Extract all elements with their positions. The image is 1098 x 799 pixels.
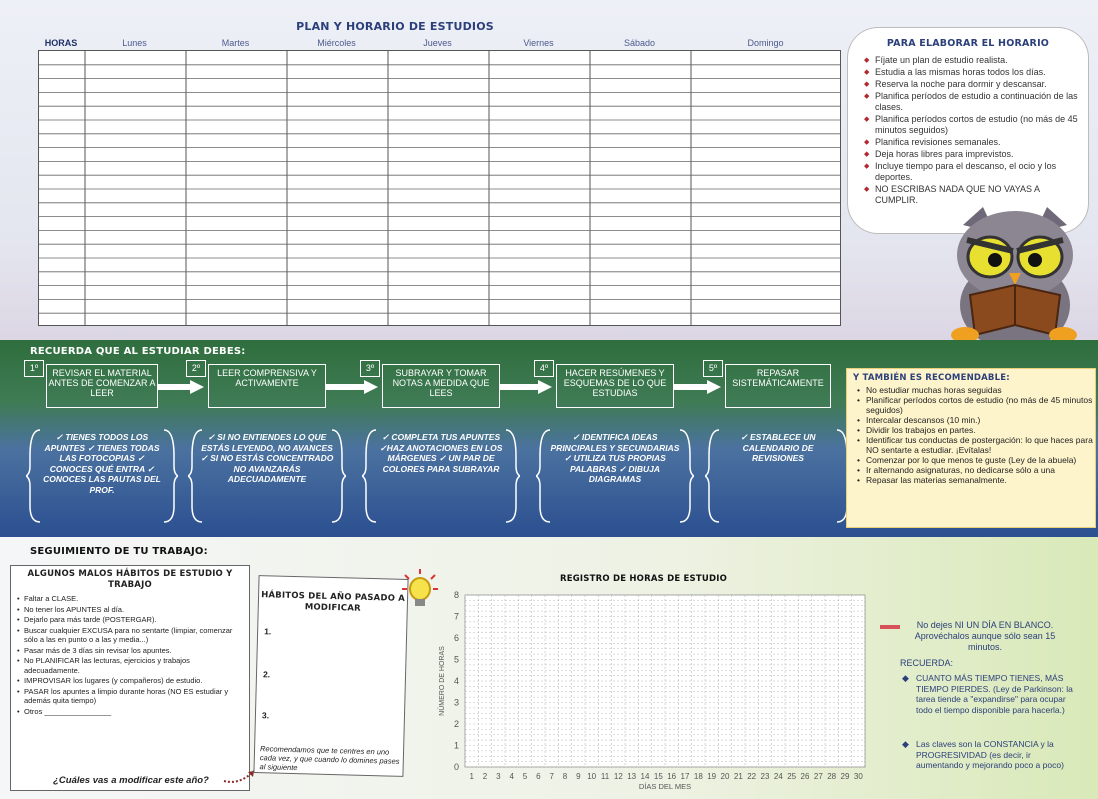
- chart-y-tick: 8: [453, 590, 459, 600]
- chart-title: REGISTRO DE HORAS DE ESTUDIO: [560, 574, 728, 584]
- chart-x-tick: 25: [787, 772, 797, 781]
- step-number: 4º: [534, 360, 554, 377]
- recuerda-item-2: ◆ Las claves son la CONSTANCIA y la PROGRESIVIDAD (es decir, ir aumentando y mejorando poco a poco): [900, 739, 1080, 771]
- chart-x-tick: 16: [667, 772, 677, 781]
- schedule-col-header: HORAS: [44, 38, 78, 48]
- schedule-col-header: Viernes: [523, 38, 554, 48]
- bubble-title: PARA ELABORAR EL HORARIO: [886, 38, 1050, 49]
- bubble-list-item: ◆ Deja horas libres para imprevistos.: [864, 149, 1078, 160]
- recuerda-item-1: ◆ CUANTO MÁS TIEMPO TIENES, MÁS TIEMPO PIERDES. (Ley de Parkinson: la tarea tiende a "expandirse" para ocupar todo el tiempo disponible para hacerla.): [900, 673, 1080, 715]
- bad-habits-question: ¿Cuáles vas a modificar este año?: [53, 775, 209, 786]
- bubble-list-item: ◆ Reserva la noche para dormir y descansar.: [864, 79, 1078, 90]
- step-detail: ✓ ESTABLECE UN CALENDARIO DE REVISIONES: [740, 432, 816, 463]
- bad-habit-item: • Otros ________________: [17, 707, 243, 717]
- chart-x-tick: 22: [747, 772, 757, 781]
- step-detail: ✓ IDENTIFICA IDEAS PRINCIPALES Y SECUNDARIAS ✓ UTILIZA TUS PROPIAS PALABRAS ✓ DIBUJA DIAGRAMAS: [550, 432, 680, 484]
- chart-x-tick: 30: [853, 772, 863, 781]
- step-detail: ✓ COMPLETA TUS APUNTES ✓HAZ ANOTACIONES EN LOS MÁRGENES ✓ UN PAR DE COLORES PARA SUBRAYAR: [379, 432, 503, 474]
- recommend-box: [846, 368, 1096, 528]
- chart-x-tick: 18: [693, 772, 703, 781]
- bad-habit-item: • PASAR los apuntes a limpio durante horas (NO ES estudiar y además quita tiempo): [17, 687, 243, 706]
- tracking-title: SEGUIMIENTO DE TU TRABAJO:: [30, 546, 208, 557]
- recommend-list-item: • Intercalar descansos (10 min.): [857, 415, 1095, 425]
- arrow-left-icon: [878, 623, 902, 631]
- chart-x-tick: 26: [800, 772, 810, 781]
- tracking-section: [0, 537, 1098, 799]
- bad-habit-item: • No tener los APUNTES al día.: [17, 605, 243, 615]
- schedule-col-header: Jueves: [423, 38, 452, 48]
- chart-x-tick: 17: [680, 772, 690, 781]
- plan-section: [0, 0, 1098, 340]
- step-arrow-icon: [158, 380, 204, 394]
- chart-x-tick: 2: [482, 772, 488, 781]
- chart-x-tick: 20: [720, 772, 730, 781]
- chart-y-tick: 7: [453, 611, 459, 622]
- chart-y-tick: 5: [453, 654, 459, 665]
- step-brace: [705, 426, 851, 526]
- schedule-col-header: Lunes: [122, 38, 147, 48]
- step-box: LEER COMPRENSIVA Y ACTIVAMENTE: [208, 364, 326, 408]
- chart-x-tick: 23: [760, 772, 770, 781]
- blank-day-note: No dejes NI UN DÍA EN BLANCO. Aprovéchalos aunque sólo sean 15 minutos.: [914, 620, 1056, 652]
- step-number: 1º: [24, 360, 44, 377]
- chart-ylabel: NÚMERO DE HORAS: [439, 646, 446, 716]
- schedule-col-header: Martes: [221, 38, 250, 48]
- chart-x-tick: 28: [827, 772, 837, 781]
- habits-title: HÁBITOS DEL AÑO PASADO A MODIFICAR: [261, 590, 406, 614]
- chart-xlabel: DÍAS DEL MES: [638, 782, 692, 791]
- habit-number-2: 2.: [262, 669, 271, 680]
- owl-reading-icon: [935, 185, 1085, 350]
- chart-x-tick: 14: [640, 772, 650, 781]
- bad-habits-title: ALGUNOS MALOS HÁBITOS DE ESTUDIO Y TRABAJO: [27, 569, 233, 590]
- study-hours-chart[interactable]: [430, 587, 880, 799]
- schedule-header: [38, 38, 841, 50]
- bubble-list-item: ◆ Estudia a las mismas horas todos los días.: [864, 67, 1078, 78]
- step-brace: [536, 426, 694, 526]
- chart-x-tick: 8: [562, 772, 568, 781]
- schedule-col-header: Sábado: [623, 38, 656, 48]
- bad-habit-item: • Dejarlo para más tarde (POSTERGAR).: [17, 615, 243, 625]
- schedule-table[interactable]: [38, 38, 841, 328]
- recommend-list-item: • Planificar períodos cortos de estudio (no más de 45 minutos seguidos): [857, 395, 1095, 415]
- chart-x-tick: 7: [549, 772, 554, 781]
- step-arrow-icon: [326, 380, 378, 394]
- chart-x-tick: 4: [509, 772, 514, 781]
- bubble-list-item: ◆ Fíjate un plan de estudio realista.: [864, 55, 1078, 66]
- step-number: 2º: [186, 360, 206, 377]
- step-brace: [26, 426, 178, 526]
- chart-x-tick: 21: [733, 772, 743, 781]
- bad-habit-item: • Faltar a CLASE.: [17, 594, 243, 604]
- bad-habits-list: [17, 594, 243, 716]
- habits-to-change-card[interactable]: [253, 575, 408, 777]
- chart-y-tick: 0: [453, 762, 459, 772]
- habits-note: Recomendamos que te centres en uno cada vez, y que cuando lo domines pases al siguiente: [259, 744, 400, 773]
- step-number: 5º: [703, 360, 723, 377]
- step-detail: ✓ SI NO ENTIENDES LO QUE ESTÁS LEYENDO, NO AVANCES ✓ SI NO ESTÁS CONCENTRADO NO AVANZARÁS ADECUADAMENTE: [200, 432, 334, 484]
- chart-x-tick: 12: [613, 772, 623, 781]
- plan-title: PLAN Y HORARIO DE ESTUDIOS: [296, 20, 494, 33]
- schedule-col-header: Domingo: [747, 38, 784, 48]
- chart-y-tick: 1: [453, 740, 459, 751]
- step-arrow-icon: [674, 380, 721, 394]
- bubble-list-item: ◆ Incluye tiempo para el descanso, el ocio y los deportes.: [864, 161, 1078, 183]
- recommend-title: Y TAMBIÉN ES RECOMENDABLE:: [853, 373, 1010, 383]
- step-box: HACER RESÚMENES Y ESQUEMAS DE LO QUE ESTUDIAS: [556, 364, 674, 408]
- schedule-grid[interactable]: [38, 50, 841, 326]
- step-box: SUBRAYAR Y TOMAR NOTAS A MEDIDA QUE LEES: [382, 364, 500, 408]
- step-brace: [188, 426, 346, 526]
- bad-habit-item: • IMPROVISAR los lugares (y compañeros) de estudio.: [17, 676, 243, 686]
- recommend-list-item: • Ir alternando asignaturas, no dedicarse sólo a una: [857, 465, 1095, 475]
- bubble-list-item: ◆ Planifica revisiones semanales.: [864, 137, 1078, 148]
- chart-x-tick: 1: [469, 772, 474, 781]
- recommend-list-item: • Repasar las materias semanalmente.: [857, 475, 1095, 485]
- chart-x-tick: 10: [587, 772, 597, 781]
- recommend-list: [857, 385, 1095, 485]
- recommend-list-item: • Dividir los trabajos en partes.: [857, 425, 1095, 435]
- chart-x-tick: 27: [813, 772, 823, 781]
- chart-x-tick: 29: [840, 772, 850, 781]
- bad-habit-item: • No PLANIFICAR las lecturas, ejercicios y trabajos adecuadamente.: [17, 656, 243, 675]
- recommend-list-item: • No estudiar muchas horas seguidas: [857, 385, 1095, 395]
- chart-x-tick: 9: [576, 772, 581, 781]
- chart-x-tick: 3: [496, 772, 501, 781]
- recommend-list-item: • Identificar tus conductas de postergación: lo que haces para NO sentarte a estudiar. ¡Evítalas!: [857, 435, 1095, 455]
- chart-x-tick: 15: [653, 772, 663, 781]
- chart-x-tick: 11: [600, 772, 610, 781]
- chart-x-tick: 19: [707, 772, 717, 781]
- bubble-list-item: ◆ Planifica períodos de estudio a continuación de las clases.: [864, 91, 1078, 113]
- bad-habits-card: [10, 565, 250, 791]
- chart-x-tick: 24: [773, 772, 783, 781]
- chart-y-tick: 3: [453, 697, 459, 708]
- chart-x-tick: 13: [627, 772, 637, 781]
- recuerda-label: RECUERDA:: [900, 658, 954, 668]
- bubble-list-item: ◆ NO ESCRIBAS NADA QUE NO VAYAS A CUMPLIR.: [864, 184, 1078, 206]
- steps-section: [0, 340, 1098, 537]
- chart-x-tick: 5: [522, 772, 528, 781]
- chart-x-tick: 6: [536, 772, 541, 781]
- habit-number-1: 1.: [264, 626, 272, 637]
- step-box: REPASAR SISTEMÁTICAMENTE: [725, 364, 831, 408]
- steps-title: RECUERDA QUE AL ESTUDIAR DEBES:: [30, 346, 246, 357]
- chart-y-tick: 6: [453, 633, 459, 643]
- chart-y-tick: 4: [453, 676, 459, 686]
- chart-y-tick: 2: [453, 719, 459, 729]
- bad-habit-item: • Buscar cualquier EXCUSA para no sentarte (limpiar, comenzar sólo a las en punto o a las y media...): [17, 626, 243, 645]
- step-number: 3º: [360, 360, 380, 377]
- step-detail: ✓ TIENES TODOS LOS APUNTES ✓ TIENES TODAS LAS FOTOCOPIAS ✓ CONOCES QUÉ ENTRA ✓ CONOCES LAS PAUTAS DEL PROF.: [43, 432, 161, 495]
- step-arrow-icon: [500, 380, 552, 394]
- habit-number-3: 3.: [261, 710, 270, 721]
- bubble-list: [864, 55, 1078, 206]
- bubble-list-item: ◆ Planifica períodos cortos de estudio (no más de 45 minutos seguidos): [864, 114, 1078, 136]
- step-box: REVISAR EL MATERIAL ANTES DE COMENZAR A LEER: [46, 364, 158, 408]
- schedule-col-header: Miércoles: [317, 38, 356, 48]
- recommend-list-item: • Comenzar por lo que menos te guste (Ley de la abuela): [857, 455, 1095, 465]
- step-brace: [362, 426, 520, 526]
- bad-habit-item: • Pasar más de 3 días sin revisar los apuntes.: [17, 646, 243, 656]
